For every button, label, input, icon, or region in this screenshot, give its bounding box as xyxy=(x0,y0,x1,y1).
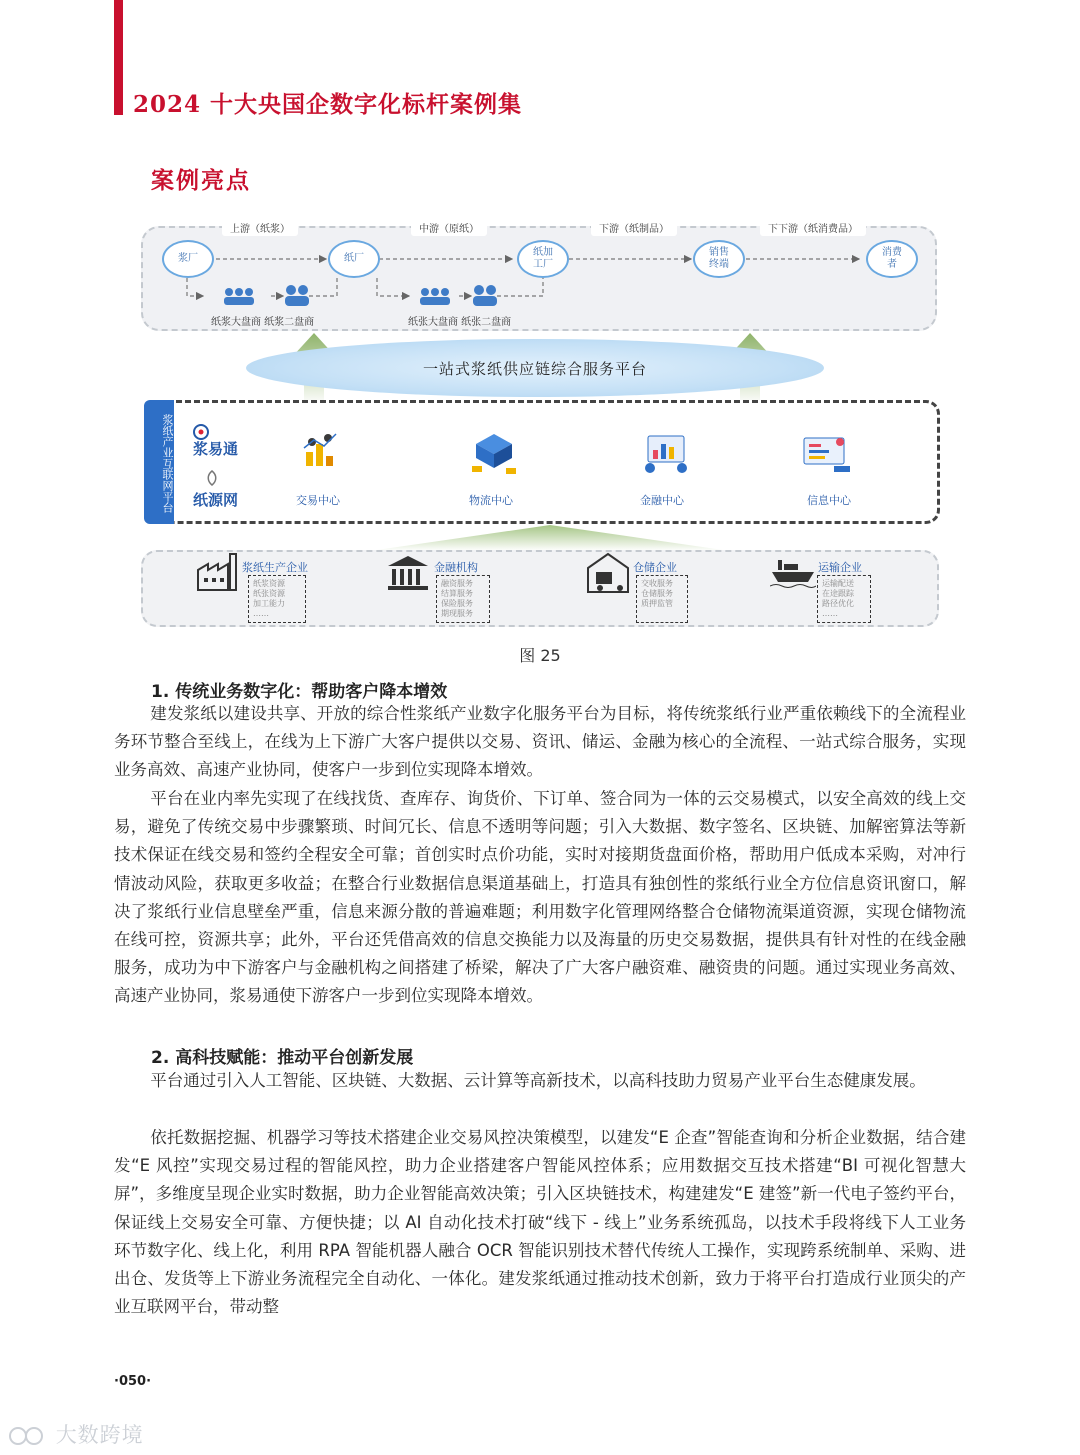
trading-center-icon xyxy=(300,432,340,476)
watermark xyxy=(8,1419,144,1449)
node-processing-plant: 纸加 工厂 xyxy=(517,240,569,278)
cargo-ship-icon xyxy=(770,558,816,588)
section-title: 案例亮点 xyxy=(151,168,251,194)
finance-center-label: 金融中心 xyxy=(640,494,684,507)
paragraph-1: 建发浆纸以建设共享、开放的综合性浆纸产业数字化服务平台为目标，将传统浆纸行业严重依赖线下的全流程业务环节整合至线上，在线为上下游广大客户提供以交易、资讯、储运、金融为核心的全流程、一站式综合服务，实现业务高效、高速产业协同，使客户一步到位实现降本增效。 xyxy=(114,704,966,780)
page-number: ·050· xyxy=(114,1374,152,1389)
header-accent-bar xyxy=(114,0,123,115)
brand-jiangyitong: 浆易通 xyxy=(193,440,239,458)
enterprise-title-transport: 运输企业 xyxy=(818,561,862,574)
figure-caption: 图 25 xyxy=(519,646,561,665)
stage-label-end: 下下游（纸消费品） xyxy=(760,219,866,236)
dealer-label-pulp: 纸浆大盘商 纸浆二盘商 xyxy=(211,317,315,328)
trading-center-label: 交易中心 xyxy=(296,494,340,507)
services-transport: 运输配送 在途跟踪 路径优化 …… xyxy=(817,575,871,623)
logistics-center-icon xyxy=(470,430,520,478)
node-consumer: 消费 者 xyxy=(866,240,918,278)
logistics-center-label: 物流中心 xyxy=(469,494,513,507)
bank-icon xyxy=(386,554,430,592)
dealer-label-paper: 纸张大盘商 纸张二盘商 xyxy=(408,317,512,328)
base-up-arrow xyxy=(360,523,740,553)
warehouse-icon xyxy=(586,552,632,596)
information-center-label: 信息中心 xyxy=(807,494,851,507)
services-paper-producer: 纸浆资源 纸张资源 加工能力 …… xyxy=(248,575,306,623)
information-center-icon xyxy=(800,434,854,474)
zhiyuanwang-logo-icon xyxy=(204,470,220,486)
enterprise-title-warehouse: 仓储企业 xyxy=(633,561,677,574)
services-warehouse: 交收服务 仓储服务 质押监管 xyxy=(636,575,688,623)
subheading-1: 1. 传统业务数字化：帮助客户降本增效 xyxy=(151,682,448,702)
node-sales-terminal: 销售 终端 xyxy=(693,240,745,278)
enterprise-title-paper-producer: 浆纸生产企业 xyxy=(242,561,308,574)
stage-label-upstream: 上游（纸浆） xyxy=(222,219,298,236)
platform-label: 一站式浆纸供应链综合服务平台 xyxy=(422,360,647,378)
paragraph-4: 依托数据挖掘、机器学习等技术搭建企业交易风控决策模型，以建发“E 企查”智能查询和分析企业数据，结合建发“E 风控”实现交易过程的智能风控，助力企业搭建客户智能风控体系；应用数据交互技术搭建“BI 可视化智慧大屏”，多维度呈现企业实时数据，助力企业智能高效决策；引入区块链技术，构建建发“E 建签”新一代电子签约平台，保证线上交易安全可靠、方便快捷；以 AI 自动化技术打破“线下 - 线上”业务系统孤岛，以技术手段将线下人工业务环节数字化、线上化，利用 RPA 智能机器人融合 OCR 智能识别技术替代传统人工操作，实现跨系统制单、采购、进出仓、发货等上下游业务流程完全自动化、一体化。建发浆纸通过推动技术创新，致力于将平台打造成行业顶尖的产业互联网平台，带动整 xyxy=(114,1128,966,1317)
stage-label-downstream: 下游（纸制品） xyxy=(591,219,677,236)
platform-vertical-label: 浆纸产业互联网平台 xyxy=(161,413,174,513)
services-financial: 融资服务 结算服务 保险服务 期现服务 xyxy=(436,575,490,623)
watermark-text: 大数跨境 xyxy=(55,1423,144,1447)
book-title: 2024 十大央国企数字化标杆案例集 xyxy=(133,91,523,118)
paragraph-3: 平台通过引入人工智能、区块链、大数据、云计算等高新技术，以高科技助力贸易产业平台生态健康发展。 xyxy=(150,1071,926,1090)
node-paper-mill: 纸厂 xyxy=(328,240,380,278)
watermark-logo-icon xyxy=(8,1424,48,1448)
stage-label-midstream: 中游（原纸） xyxy=(411,219,487,236)
paragraph-2: 平台在业内率先实现了在线找货、查库存、询货价、下订单、签合同为一体的云交易模式，以安全高效的线上交易，避免了传统交易中步骤繁琐、时间冗长、信息不透明等问题；引入大数据、数字签名、区块链、加解密算法等新技术保证在线交易和签约全程安全可靠；首创实时点价功能，实时对接期货盘面价格，帮助用户低成本采购，对冲行情波动风险，获取更多收益；在整合行业数据信息渠道基础上，打造具有独创性的浆纸行业全方位信息资讯窗口，解决了浆纸行业信息壁垒严重，信息来源分散的普遍难题；利用数字化管理网络整合仓储物流渠道资源，实现仓储物流在线可控，资源共享；此外，平台还凭借高效的信息交换能力以及海量的历史交易数据，提供具有针对性的在线金融服务，成功为中下游客户与金融机构之间搭建了桥梁，解决了广大客户融资难、融资贵的问题。通过实现业务高效、高速产业协同，浆易通使下游客户一步到位实现降本增效。 xyxy=(114,789,966,1006)
brand-zhiyuanwang: 纸源网 xyxy=(193,491,239,509)
finance-center-icon xyxy=(640,432,692,476)
subheading-2: 2. 高科技赋能：推动平台创新发展 xyxy=(151,1048,414,1068)
factory-icon xyxy=(196,552,240,592)
enterprise-title-financial: 金融机构 xyxy=(434,561,478,574)
node-pulp-mill: 浆厂 xyxy=(162,240,214,278)
